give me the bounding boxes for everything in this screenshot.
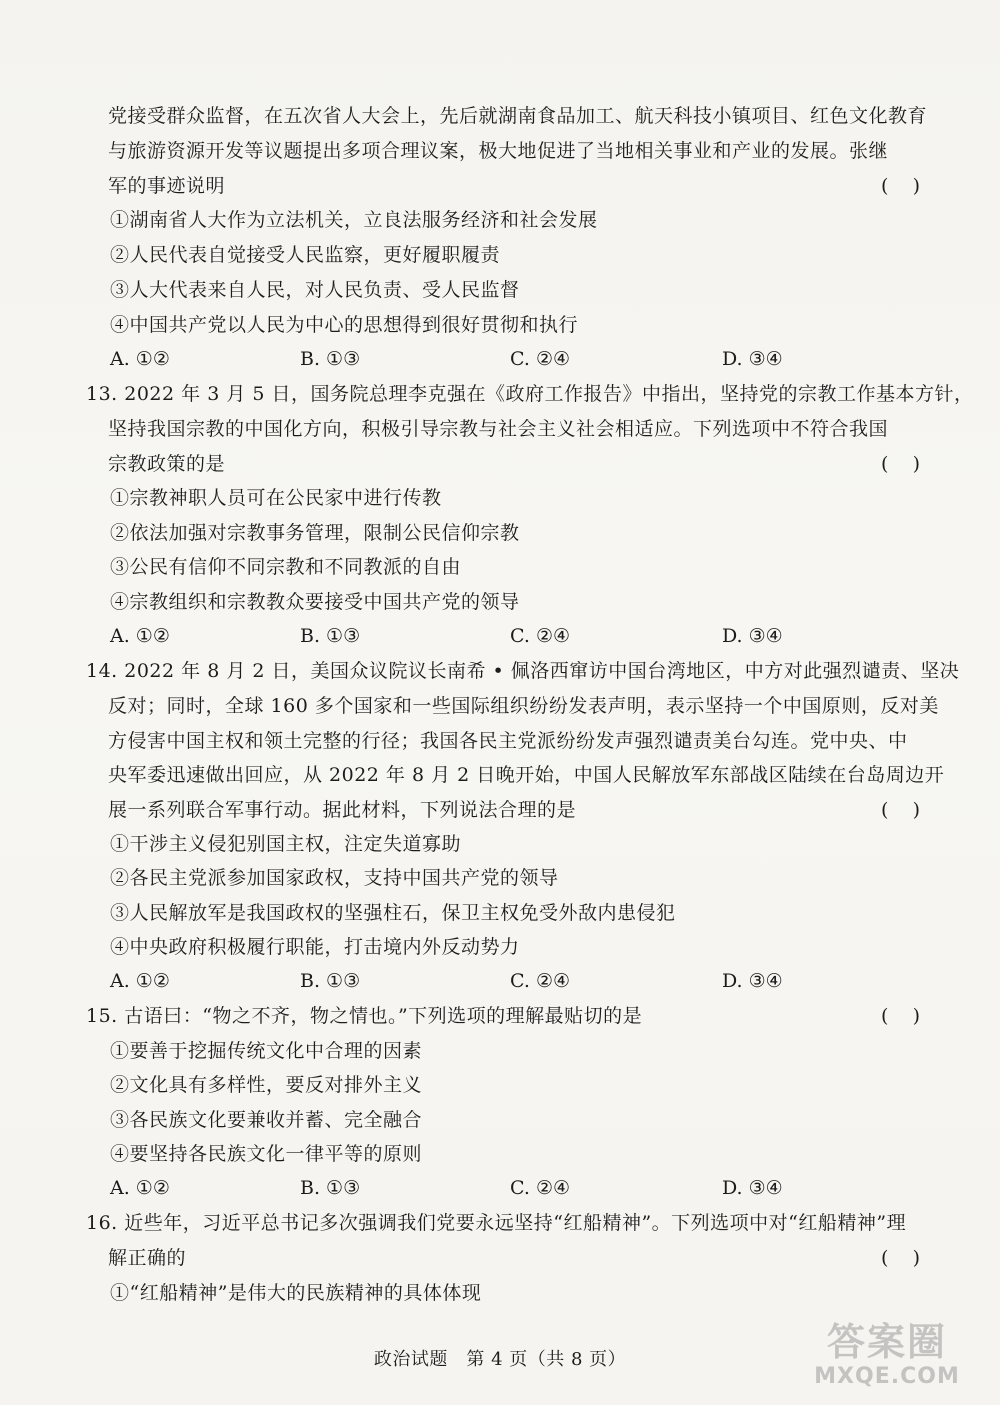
q14-answer-bracket: ( ) (881, 799, 920, 821)
q13-item-3: ③公民有信仰不同宗教和不同教派的自由 (110, 556, 462, 578)
q14-option-b: B. ①③ (300, 970, 361, 992)
q14-item-3: ③人民解放军是我国政权的坚强柱石，保卫主权免受外敌内患侵犯 (110, 902, 676, 924)
q14-item-2: ②各民主党派参加国家政权，支持中国共产党的领导 (110, 867, 559, 889)
q12-option-a: A. ①② (110, 348, 170, 370)
q14-stem-line-4: 央军委迅速做出回应，从 2022 年 8 月 2 日晚开始，中国人民解放军东部战区陆续在台岛周边开 (108, 764, 945, 786)
q16-answer-bracket: ( ) (881, 1247, 920, 1269)
q13-option-b: B. ①③ (300, 625, 361, 647)
q12-option-d: D. ③④ (722, 348, 783, 370)
q12-stem-line-1: 党接受群众监督，在五次省人大会上，先后就湖南食品加工、航天科技小镇项目、红色文化教育 (108, 105, 928, 127)
q15-item-1: ①要善于挖掘传统文化中合理的因素 (110, 1040, 423, 1062)
q14-stem-line-1: 14. 2022 年 8 月 2 日，美国众议院议长南希 • 佩洛西窜访中国台湾地区，中方对此强烈谴责、坚决 (86, 660, 960, 682)
q13-answer-bracket: ( ) (881, 453, 920, 475)
q14-stem-line-5: 展一系列联合军事行动。据此材料，下列说法合理的是 (108, 799, 577, 821)
q13-item-4: ④宗教组织和宗教教众要接受中国共产党的领导 (110, 591, 520, 613)
q13-option-a: A. ①② (110, 625, 170, 647)
q15-item-2: ②文化具有多样性，要反对排外主义 (110, 1074, 423, 1096)
q15-item-3: ③各民族文化要兼收并蓄、完全融合 (110, 1109, 423, 1131)
q14-option-a: A. ①② (110, 970, 170, 992)
q12-stem-line-2: 与旅游资源开发等议题提出多项合理议案，极大地促进了当地相关事业和产业的发展。张继 (108, 140, 889, 162)
q15-option-a: A. ①② (110, 1177, 170, 1199)
q14-stem-line-3: 方侵害中国主权和领土完整的行径；我国各民主党派纷纷发声强烈谴责美台勾连。党中央、中 (108, 730, 908, 752)
q12-stem-line-3: 军的事迹说明 (108, 175, 226, 197)
q13-stem-line-1: 13. 2022 年 3 月 5 日，国务院总理李克强在《政府工作报告》中指出，坚持党的宗教工作基本方针， (86, 383, 974, 405)
q14-stem-line-2: 反对；同时，全球 160 多个国家和一些国际组织纷纷发表声明，表示坚持一个中国原则，反对美 (108, 695, 939, 717)
q13-item-1: ①宗教神职人员可在公民家中进行传教 (110, 487, 442, 509)
watermark-logo (802, 1320, 972, 1398)
q16-item-1: ①“红船精神”是伟大的民族精神的具体体现 (110, 1282, 482, 1304)
q14-item-1: ①干涉主义侵犯别国主权，注定失道寡助 (110, 833, 462, 855)
q14-item-4: ④中央政府积极履行职能，打击境内外反动势力 (110, 936, 520, 958)
q12-answer-bracket: ( ) (881, 175, 920, 197)
q15-option-b: B. ①③ (300, 1177, 361, 1199)
q16-stem-line-2: 解正确的 (108, 1247, 187, 1269)
q12-item-2: ②人民代表自觉接受人民监察，更好履职履责 (110, 244, 501, 266)
q14-option-c: C. ②④ (510, 970, 571, 992)
q15-stem-line-1: 15. 古语曰：“物之不齐，物之情也。”下列选项的理解最贴切的是 (86, 1005, 643, 1027)
q13-option-c: C. ②④ (510, 625, 571, 647)
q12-item-3: ③人大代表来自人民，对人民负责、受人民监督 (110, 279, 520, 301)
watermark-title: 答案圈 (826, 1320, 947, 1364)
q12-item-4: ④中国共产党以人民为中心的思想得到很好贯彻和执行 (110, 314, 579, 336)
page-footer: 政治试题 第 4 页（共 8 页） (373, 1349, 627, 1370)
q13-stem-line-2: 坚持我国宗教的中国化方向，积极引导宗教与社会主义社会相适应。下列选项中不符合我国 (108, 418, 889, 440)
q13-stem-line-3: 宗教政策的是 (108, 453, 226, 475)
q16-stem-line-1: 16. 近些年，习近平总书记多次强调我们党要永远坚持“红船精神”。下列选项中对“红船精神”理 (86, 1212, 907, 1234)
q15-option-d: D. ③④ (722, 1177, 783, 1199)
q14-option-d: D. ③④ (722, 970, 783, 992)
watermark-url: MXQE.COM (814, 1364, 960, 1389)
q13-item-2: ②依法加强对宗教事务管理，限制公民信仰宗教 (110, 522, 520, 544)
q12-option-b: B. ①③ (300, 348, 361, 370)
q13-option-d: D. ③④ (722, 625, 783, 647)
q15-item-4: ④要坚持各民族文化一律平等的原则 (110, 1143, 423, 1165)
q15-option-c: C. ②④ (510, 1177, 571, 1199)
q15-answer-bracket: ( ) (881, 1005, 920, 1027)
q12-item-1: ①湖南省人大作为立法机关，立良法服务经济和社会发展 (110, 209, 598, 231)
q12-option-c: C. ②④ (510, 348, 571, 370)
